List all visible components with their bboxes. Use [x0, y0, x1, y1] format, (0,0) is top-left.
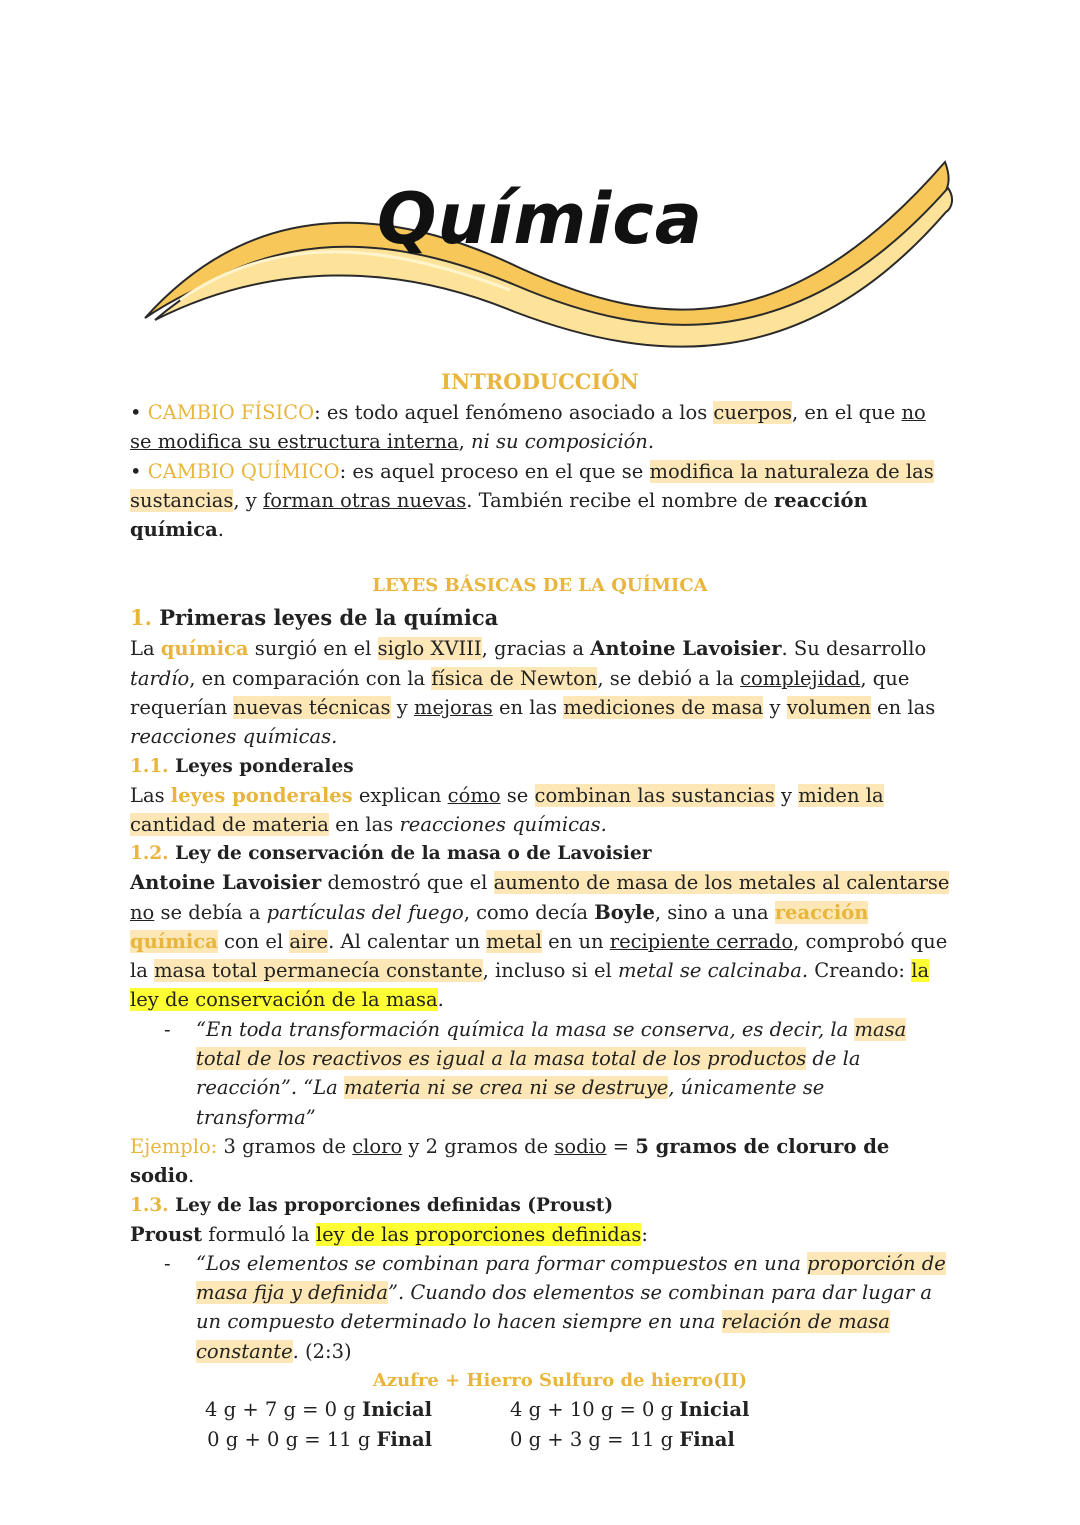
section-1-paragraph: La química surgió en el siglo XVIII, gracias a Antoine Lavoisier. Su desarrollo tardío, en comparación con la física de Newton, se debió a la complejidad, que requerían nuevas técnicas y mejoras en las mediciones de masa y volumen en las reacciones químicas.	[130, 637, 936, 749]
quote-proust: - “Los elementos se combinan para formar compuestos en una proporción de masa fija y definida”. Cuando dos elementos se combinan para dar lugar a un compuesto determinado lo hacen siempre en una relación de masa constante. (2:3)	[164, 1251, 946, 1363]
term-cambio-quimico: CAMBIO QUÍMICO	[147, 459, 340, 483]
section-1-2-paragraph: Antoine Lavoisier demostró que el aumento de masa de los metales al calentarse no se debía a partículas del fuego, como decía Boyle, sino a una reacción química con el aire. Al calentar un metal en un recipiente cerrado, comprobó que la masa total permanecía constante, incluso si el metal se calcinaba. Creando: la ley de conservación de la masa.	[130, 871, 950, 1012]
leyes-heading: LEYES BÁSICAS DE LA QUÍMICA	[372, 575, 708, 597]
equation-left: 0 g + 0 g = 11 g Final	[207, 1427, 432, 1451]
equation-left: 4 g + 7 g = 0 g Inicial	[205, 1398, 432, 1422]
term-cambio-fisico: CAMBIO FÍSICO	[147, 401, 315, 424]
section-1-3-heading: 1.3. Ley de las proporciones definidas (Proust)	[130, 1194, 614, 1216]
quote-lavoisier: - “En toda transformación química la masa se conserva, es decir, la masa total de los reactivos es igual a la masa total de los productos de la reacción”. “La materia ni se crea ni se destruye, únicamente se transforma”	[164, 1017, 907, 1129]
section-1-1-heading: 1.1. Leyes ponderales	[130, 755, 354, 777]
equation-right: 4 g + 10 g = 0 g Inicial	[510, 1398, 750, 1422]
paragraph-cambio-fisico: • CAMBIO FÍSICO: es todo aquel fenómeno asociado a los cuerpos, en el que no se modifica su estructura interna, ni su composición.	[130, 401, 926, 454]
equation-row-2	[130, 1425, 950, 1454]
section-1-3-paragraph: Proust formuló la ley de las proporciones definidas:	[130, 1222, 648, 1246]
content	[130, 366, 950, 1454]
section-1-heading: 1. Primeras leyes de la química	[130, 605, 499, 631]
equation-right: 0 g + 3 g = 11 g Final	[510, 1427, 735, 1451]
intro-heading: INTRODUCCIÓN	[441, 369, 639, 394]
equation-row-1	[130, 1395, 950, 1424]
paragraph-cambio-quimico: • CAMBIO QUÍMICO: es aquel proceso en el que se modifica la naturaleza de las sustancias, y forman otras nuevas. También recibe el nombre de reacción química.	[130, 459, 934, 542]
page-title-text: Química	[377, 178, 703, 260]
compounds-line: Azufre + Hierro Sulfuro de hierro(II)	[372, 1370, 748, 1392]
page-title	[0, 178, 1080, 260]
section-1-2-heading: 1.2. Ley de conservación de la masa o de Lavoisier	[130, 843, 652, 865]
example-lavoisier: Ejemplo: 3 gramos de cloro y 2 gramos de sodio = 5 gramos de cloruro de sodio.	[130, 1134, 890, 1188]
section-1-1-paragraph: Las leyes ponderales explican cómo se combinan las sustancias y miden la cantidad de materia en las reacciones químicas.	[130, 783, 884, 836]
